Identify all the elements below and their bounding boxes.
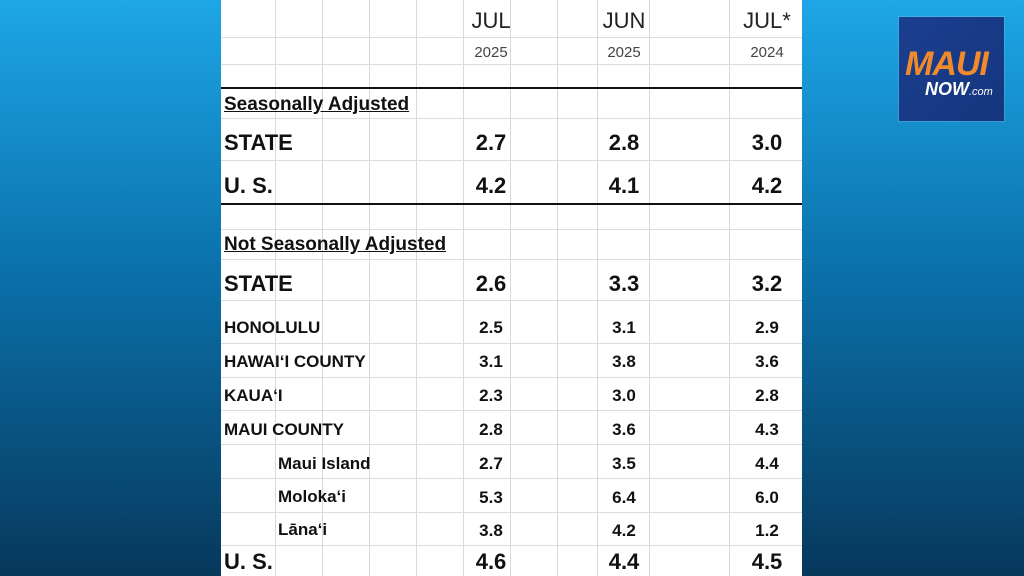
grid-line — [221, 444, 802, 445]
cell-value: 3.8 — [479, 521, 503, 540]
row-label-state: STATE — [224, 271, 293, 296]
data-table — [221, 0, 802, 576]
section-rule — [221, 203, 802, 205]
cell-value: 6.0 — [755, 488, 779, 507]
cell-value: 4.2 — [475, 173, 507, 198]
col-header-year: 2025 — [474, 44, 508, 61]
cell-value: 2.8 — [479, 420, 503, 439]
cell-value: 4.5 — [751, 549, 783, 574]
grid-line — [221, 64, 802, 65]
row-label-molokai: Moloka‘i — [278, 487, 347, 506]
row-label-maui-island: Maui Island — [278, 454, 371, 473]
cell-value: 2.8 — [608, 130, 640, 155]
grid-line — [221, 259, 802, 260]
grid-line — [221, 343, 802, 344]
row-label-us: U. S. — [224, 173, 273, 198]
cell-value: 2.7 — [475, 130, 507, 155]
col-header-year: 2025 — [607, 44, 641, 61]
cell-value: 3.8 — [612, 352, 636, 371]
cell-value: 3.5 — [612, 454, 636, 473]
col-header-month: JUL — [471, 8, 511, 33]
row-label-kauai: KAUA‘I — [224, 386, 283, 405]
grid-line — [221, 410, 802, 411]
col-header-month: JUN — [602, 8, 646, 33]
cell-value: 5.3 — [479, 488, 503, 507]
row-label-us: U. S. — [224, 549, 273, 574]
cell-value: 3.1 — [612, 318, 636, 337]
grid-line — [221, 300, 802, 301]
cell-value: 4.2 — [751, 173, 783, 198]
col-header-year: 2024 — [750, 44, 784, 61]
logo-now-word: NOW — [925, 79, 969, 99]
grid-line — [221, 545, 802, 546]
row-label-lanai: Lāna‘i — [278, 520, 328, 539]
cell-value: 4.3 — [755, 420, 779, 439]
logo-dotcom: .com — [969, 86, 993, 98]
cell-value: 3.6 — [755, 352, 779, 371]
col-header-month: JUL* — [743, 8, 791, 33]
row-label-hawaii-county: HAWAI‘I COUNTY — [224, 352, 366, 371]
cell-value: 4.1 — [608, 173, 640, 198]
row-label-maui-county: MAUI COUNTY — [224, 420, 344, 439]
section-rule — [221, 87, 802, 89]
logo-maui-text: MAUI — [905, 45, 988, 83]
cell-value: 1.2 — [755, 521, 779, 540]
cell-value: 3.1 — [479, 352, 503, 371]
cell-value: 4.6 — [475, 549, 507, 574]
cell-value: 3.6 — [612, 420, 636, 439]
maui-now-logo — [899, 17, 1004, 121]
cell-value: 3.0 — [612, 386, 636, 405]
grid-line — [221, 512, 802, 513]
row-label-state: STATE — [224, 130, 293, 155]
cell-value: 3.3 — [608, 271, 640, 296]
row-label-honolulu: HONOLULU — [224, 318, 321, 337]
grid-line — [221, 229, 802, 230]
cell-value: 2.3 — [479, 386, 503, 405]
grid-line — [221, 160, 802, 161]
cell-value: 2.6 — [475, 271, 507, 296]
cell-value: 4.2 — [612, 521, 636, 540]
section-title-not-seasonally-adjusted: Not Seasonally Adjusted — [224, 234, 447, 255]
cell-value: 2.7 — [479, 454, 503, 473]
grid-line — [221, 377, 802, 378]
cell-value: 6.4 — [612, 488, 636, 507]
cell-value: 3.0 — [751, 130, 783, 155]
cell-value: 2.9 — [755, 318, 779, 337]
cell-value: 4.4 — [755, 454, 779, 473]
logo-now-text — [925, 80, 993, 98]
cell-value: 2.8 — [755, 386, 779, 405]
cell-value: 3.2 — [751, 271, 783, 296]
section-title-seasonally-adjusted: Seasonally Adjusted — [224, 94, 410, 115]
cell-value: 4.4 — [608, 549, 640, 574]
cell-value: 2.5 — [479, 318, 503, 337]
grid-line — [221, 478, 802, 479]
grid-line — [221, 118, 802, 119]
grid-line — [221, 37, 802, 38]
